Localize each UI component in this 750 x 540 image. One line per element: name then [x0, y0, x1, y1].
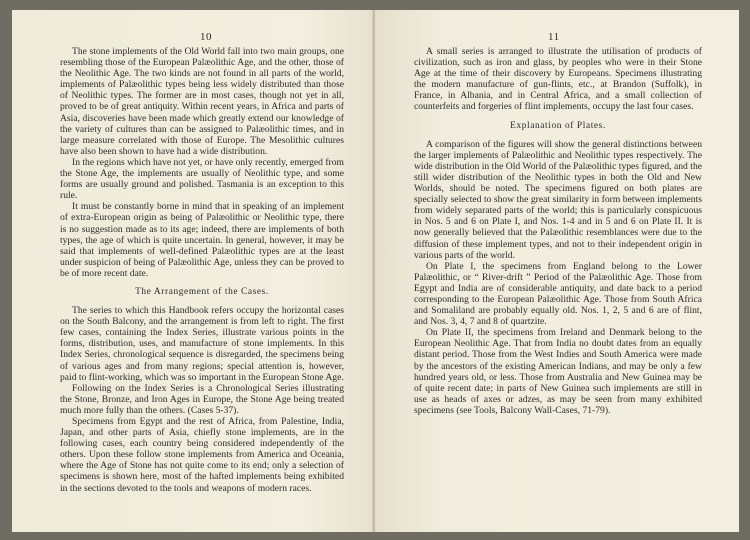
section-heading: Explanation of Plates. — [510, 120, 606, 131]
paragraph: Following on the Index Series is a Chronological Series illustrating the Stone, Bronze, and Iron Ages in Europe, the Stone Age being treated much more fully than the others. (Cases 5-37). — [60, 382, 344, 416]
right-page — [375, 10, 739, 532]
page-text — [414, 46, 702, 416]
paragraph: The series to which this Handbook refers occupy the horizontal cases on the South Balcony, and the arrangement is from left to right. The first few cases, containing the Index Series, illustrate various points in the forms, distribution, uses, and manufacture of stone implements. In this Index Series, chronological sequence is disregarded, the specimens being of various ages and from many regions; special attention is, however, paid to flint-working, which was so important in the European Stone Age. — [60, 305, 344, 383]
paragraph: In the regions which have not yet, or have only recently, emerged from the Stone Age, the implements are usually of Neolithic type, and some forms are usually ground and polished. Tasmania is an exception to this rule. — [60, 156, 344, 202]
paragraph: A small series is arranged to illustrate the utilisation of products of civilization, such as iron and glass, by peoples who were in their Stone Age at the time of their discovery by Europeans. Specimens illustrating the modern manufacture of gun-flints, etc., at Brandon (Suffolk), in France, in Albania, and in Central Africa, and a small collection of counterfeits and forgeries of flint implements, occupy the last four cases. — [414, 46, 702, 113]
paragraph: The stone implements of the Old World fall into two main groups, one resembling those of the European Palæolithic Age, and the other, those of the Neolithic Age. The two kinds are not found in all parts of the world, implements of Palæolithic types being less widely distributed than those of Neolithic types. The former are in most cases, though not yet in all, proved to be of great antiquity. Within recent years, in Africa and parts of Asia, discoveries have been made which greatly extend our knowledge of the variety of cultures than can be assigned to Palæolithic times, and in large measure correlated with those of Europe. The Mesolithic cultures have also been shown to have had a wide distribution. — [60, 46, 344, 157]
paragraph: On Plate I, the specimens from England belong to the Lower Palæolithic, or “ River-drift ” Period of the Palæolithic Age. Those from Egypt and India are of considerable antiquity, and date back to a period corresponding to the European Palæolithic Age. Those from South Africa and Somaliland are probably equally old. Nos. 1, 2, 5 and 6 are of flint, and Nos. 3, 4, 7 and 8 of quartzite. — [414, 260, 702, 328]
page-number: 11 — [548, 31, 560, 43]
page-number: 10 — [200, 31, 212, 43]
paragraph: Specimens from Egypt and the rest of Africa, from Palestine, India, Japan, and other parts of Asia, chiefly stone implements, are in the following cases, each country being considered independently of the others. Upon these follow stone implements from America and Oceania, where the Age of Stone has not quite come to its end; only a selection of specimens is shown here, most of the hafted implements being exhibited in the sections devoted to the tools and weapons of modern races. — [60, 416, 344, 494]
paragraph: It must be constantly borne in mind that in speaking of an implement of extra-European origin as being of Palæolithic or Neolithic type, there is no suggestion made as to its age; indeed, there are implements of both types, the age of which is quite uncertain. In general, however, it may be said that implements of well-defined Palæolithic types are at the least under suspicion of being of Palæolithic Age, unless they can be proved to be of more recent date. — [60, 201, 344, 279]
section-heading: The Arrangement of the Cases. — [135, 286, 269, 297]
left-page — [12, 10, 375, 532]
paragraph: A comparison of the figures will show the general distinctions between the larger implements of Palæolithic and Neolithic types respectively. The wide distribution in the Old World of the Palæolithic types figured, and the still wider distribution of the Neolithic types in both the Old and New Worlds, should be noted. The specimens figured on both plates are specially selected to show the great similarity in form between implements from widely separated parts of the world; this is particularly conspicuous in Nos. 5 and 6 on Plate I, and Nos. 1-4 and in 5 and 6 on Plate II. It is now generally believed that the Palæolithic resemblances were due to the diffusion of these implement types, and not to their independent origin in various parts of the world. — [414, 138, 702, 261]
page-text — [60, 46, 344, 494]
paragraph: On Plate II, the specimens from Ireland and Denmark belong to the European Neolithic Age. That from India no doubt dates from an equally distant period. Those from the West Indies and South America were made by the ancestors of the existing American Indians, and may be only a few hundred years old, or less. Those from Australia and New Guinea may be of quite recent date; in parts of New Guinea such implements are still in use as heads of axes or adzes, as may be seen from many exhibited specimens (see Tools, Balcony Wall-Cases, 71-79). — [414, 327, 702, 416]
